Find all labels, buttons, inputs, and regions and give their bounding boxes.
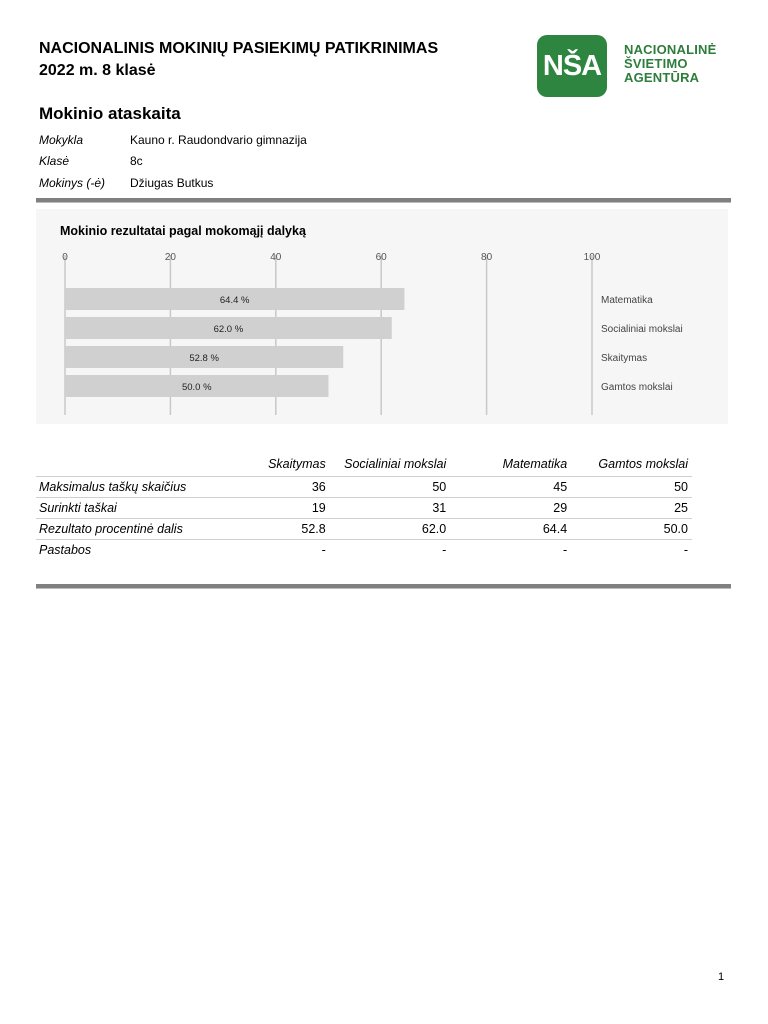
row-label: Rezultato procentinė dalis bbox=[36, 519, 247, 540]
info-label: Mokinys (-ė) bbox=[39, 176, 106, 190]
table-header-row bbox=[36, 452, 692, 477]
data-label: 50.0 % bbox=[181, 382, 212, 393]
chart-canvas bbox=[36, 209, 728, 424]
data-label: 64.4 % bbox=[219, 295, 250, 306]
x-tick-label: 60 bbox=[375, 252, 387, 263]
page-number: 1 bbox=[718, 971, 725, 983]
table-cell: 45 bbox=[450, 477, 571, 498]
x-tick-label: 80 bbox=[481, 252, 493, 263]
table-cell: 31 bbox=[330, 498, 451, 519]
section-divider bbox=[36, 198, 731, 203]
table-cell: 36 bbox=[247, 477, 330, 498]
x-tick-label: 100 bbox=[583, 252, 601, 263]
table-cell: 25 bbox=[571, 498, 692, 519]
table-cell: 64.4 bbox=[450, 519, 571, 540]
table-row bbox=[36, 498, 692, 519]
report-subtitle: Mokinio ataskaita bbox=[39, 104, 181, 123]
agency-logo-icon bbox=[537, 35, 607, 97]
table-cell: 29 bbox=[450, 498, 571, 519]
row-label: Maksimalus taškų skaičius bbox=[36, 477, 247, 498]
table-row bbox=[36, 540, 692, 561]
table-row bbox=[36, 477, 692, 498]
title-line-1: NACIONALINIS MOKINIŲ PASIEKIMŲ PATIKRINIMAS bbox=[39, 40, 439, 57]
info-value: Džiugas Butkus bbox=[130, 176, 214, 190]
category-label: Skaitymas bbox=[601, 353, 648, 364]
column-header: Matematika bbox=[502, 457, 568, 471]
table-cell: 50.0 bbox=[571, 519, 692, 540]
category-label: Socialiniai mokslai bbox=[601, 324, 683, 335]
data-label: 62.0 % bbox=[213, 324, 244, 335]
row-label: Surinkti taškai bbox=[36, 498, 247, 519]
results-chart bbox=[36, 209, 728, 424]
report-title bbox=[39, 38, 438, 82]
info-value: 8c bbox=[130, 154, 143, 168]
scores-table bbox=[36, 452, 692, 560]
table-cell: 50 bbox=[571, 477, 692, 498]
section-divider bbox=[36, 584, 731, 589]
table-cell: 52.8 bbox=[247, 519, 330, 540]
column-header: Gamtos mokslai bbox=[598, 457, 688, 471]
table-cell: 19 bbox=[247, 498, 330, 519]
title-line-2: 2022 m. 8 klasė bbox=[39, 62, 156, 79]
info-label: Mokykla bbox=[39, 133, 84, 147]
row-label: Pastabos bbox=[36, 540, 247, 561]
x-tick-label: 20 bbox=[164, 252, 176, 263]
table-cell: - bbox=[330, 540, 451, 561]
category-label: Gamtos mokslai bbox=[601, 382, 673, 393]
logo-text-line-2: ŠVIETIMO bbox=[624, 56, 688, 71]
info-label: Klasė bbox=[39, 154, 70, 168]
logo-mark: NŠA bbox=[542, 49, 602, 82]
table-cell: 62.0 bbox=[330, 519, 451, 540]
x-tick-label: 0 bbox=[62, 252, 68, 263]
info-value: Kauno r. Raudondvario gimnazija bbox=[130, 133, 307, 147]
table-cell: - bbox=[247, 540, 330, 561]
table-cell: - bbox=[571, 540, 692, 561]
table-cell: 50 bbox=[330, 477, 451, 498]
chart-title: Mokinio rezultatai pagal mokomąjį dalyką bbox=[60, 224, 306, 238]
table-header-empty bbox=[36, 452, 247, 477]
column-header: Skaitymas bbox=[268, 457, 326, 471]
column-header: Socialiniai mokslai bbox=[344, 457, 447, 471]
logo-text-line-3: AGENTŪRA bbox=[624, 70, 700, 85]
agency-name bbox=[624, 43, 716, 85]
category-label: Matematika bbox=[601, 295, 653, 306]
x-tick-label: 40 bbox=[270, 252, 282, 263]
table-row bbox=[36, 519, 692, 540]
logo-text-line-1: NACIONALINĖ bbox=[624, 42, 717, 57]
data-label: 52.8 % bbox=[189, 353, 219, 364]
table-cell: - bbox=[450, 540, 571, 561]
